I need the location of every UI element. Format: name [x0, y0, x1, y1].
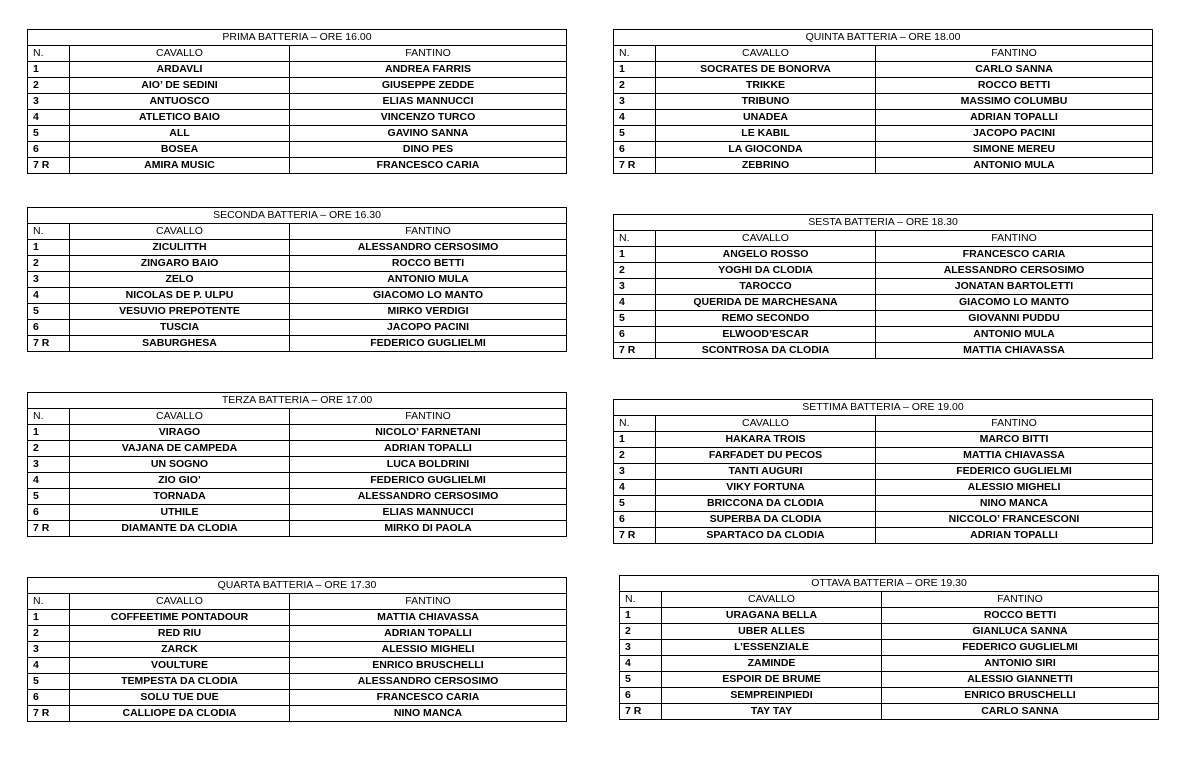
header-number: N. [28, 409, 70, 425]
horse-name: TRIKKE [656, 78, 876, 94]
horse-name: LE KABIL [656, 126, 876, 142]
jockey-name: MATTIA CHIAVASSA [876, 343, 1153, 359]
header-horse: CAVALLO [70, 594, 290, 610]
battery-title-row [614, 400, 1153, 416]
jockey-name: ALESSANDRO CERSOSIMO [290, 489, 567, 505]
table-row [614, 295, 1153, 311]
horse-name: ARDAVLI [70, 62, 290, 78]
row-number: 5 [614, 126, 656, 142]
header-jockey: FANTINO [876, 231, 1153, 247]
table-row [614, 327, 1153, 343]
row-number: 5 [28, 489, 70, 505]
table-row [28, 521, 567, 537]
table-row [28, 441, 567, 457]
table-row [614, 528, 1153, 544]
horse-name: HAKARA TROIS [656, 432, 876, 448]
jockey-name: FEDERICO GUGLIELMI [882, 640, 1159, 656]
horse-name: L’ESSENZIALE [662, 640, 882, 656]
jockey-name: ANTONIO MULA [876, 327, 1153, 343]
table-row [28, 288, 567, 304]
battery-title-row [620, 576, 1159, 592]
battery-title: PRIMA BATTERIA – ORE 16.00 [28, 30, 567, 46]
row-number: 7 R [28, 706, 70, 722]
battery-title: OTTAVA BATTERIA – ORE 19.30 [620, 576, 1159, 592]
row-number: 7 R [614, 343, 656, 359]
horse-name: UBER ALLES [662, 624, 882, 640]
table-row [614, 496, 1153, 512]
table-row [620, 672, 1159, 688]
table-row [614, 279, 1153, 295]
jockey-name: ANDREA FARRIS [290, 62, 567, 78]
jockey-name: GIACOMO LO MANTO [876, 295, 1153, 311]
jockey-name: ALESSANDRO CERSOSIMO [290, 674, 567, 690]
header-jockey: FANTINO [290, 594, 567, 610]
jockey-name: MIRKO VERDIGI [290, 304, 567, 320]
row-number: 1 [620, 608, 662, 624]
row-number: 4 [28, 473, 70, 489]
table-row [620, 624, 1159, 640]
table-row [614, 110, 1153, 126]
table-row [28, 158, 567, 174]
row-number: 5 [620, 672, 662, 688]
horse-name: CALLIOPE DA CLODIA [70, 706, 290, 722]
horse-name: ZARCK [70, 642, 290, 658]
jockey-name: ALESSIO MIGHELI [876, 480, 1153, 496]
header-horse: CAVALLO [656, 416, 876, 432]
row-number: 2 [620, 624, 662, 640]
row-number: 5 [614, 311, 656, 327]
battery-table-5 [613, 29, 1153, 174]
header-jockey: FANTINO [290, 224, 567, 240]
horse-name: FARFADET DU PECOS [656, 448, 876, 464]
horse-name: ZEBRINO [656, 158, 876, 174]
horse-name: VIRAGO [70, 425, 290, 441]
table-row [28, 642, 567, 658]
jockey-name: ENRICO BRUSCHELLI [290, 658, 567, 674]
table-row [28, 240, 567, 256]
row-number: 7 R [28, 336, 70, 352]
jockey-name: ALESSIO MIGHELI [290, 642, 567, 658]
row-number: 1 [28, 610, 70, 626]
row-number: 6 [28, 320, 70, 336]
jockey-name: ADRIAN TOPALLI [876, 528, 1153, 544]
jockey-name: ADRIAN TOPALLI [290, 441, 567, 457]
battery-title-row [28, 578, 567, 594]
jockey-name: NINO MANCA [290, 706, 567, 722]
row-number: 5 [28, 674, 70, 690]
horse-name: QUERIDA DE MARCHESANA [656, 295, 876, 311]
jockey-name: JACOPO PACINI [876, 126, 1153, 142]
horse-name: TEMPESTA DA CLODIA [70, 674, 290, 690]
horse-name: TAROCCO [656, 279, 876, 295]
battery-title: QUINTA BATTERIA – ORE 18.00 [614, 30, 1153, 46]
horse-name: BOSEA [70, 142, 290, 158]
header-horse: CAVALLO [70, 46, 290, 62]
horse-name: VIKY FORTUNA [656, 480, 876, 496]
horse-name: SUPERBA DA CLODIA [656, 512, 876, 528]
jockey-name: JACOPO PACINI [290, 320, 567, 336]
header-number: N. [614, 416, 656, 432]
table-row [620, 608, 1159, 624]
jockey-name: FEDERICO GUGLIELMI [290, 473, 567, 489]
column-header-row [614, 231, 1153, 247]
battery-title-row [614, 30, 1153, 46]
header-number: N. [614, 231, 656, 247]
table-row [614, 126, 1153, 142]
jockey-name: ROCCO BETTI [882, 608, 1159, 624]
horse-name: ANTUOSCO [70, 94, 290, 110]
jockey-name: ROCCO BETTI [876, 78, 1153, 94]
horse-name: UN SOGNO [70, 457, 290, 473]
header-jockey: FANTINO [882, 592, 1159, 608]
row-number: 4 [620, 656, 662, 672]
horse-name: VESUVIO PREPOTENTE [70, 304, 290, 320]
column-header-row [28, 409, 567, 425]
row-number: 6 [614, 512, 656, 528]
horse-name: SEMPREINPIEDI [662, 688, 882, 704]
table-row [614, 142, 1153, 158]
horse-name: SPARTACO DA CLODIA [656, 528, 876, 544]
jockey-name: GIANLUCA SANNA [882, 624, 1159, 640]
horse-name: ZELO [70, 272, 290, 288]
jockey-name: ANTONIO MULA [290, 272, 567, 288]
horse-name: ANGELO ROSSO [656, 247, 876, 263]
jockey-name: MASSIMO COLUMBU [876, 94, 1153, 110]
row-number: 6 [28, 142, 70, 158]
row-number: 4 [28, 658, 70, 674]
table-row [28, 78, 567, 94]
table-row [614, 311, 1153, 327]
battery-table-4 [27, 577, 567, 722]
table-row [28, 256, 567, 272]
horse-name: SCONTROSA DA CLODIA [656, 343, 876, 359]
row-number: 3 [614, 464, 656, 480]
header-jockey: FANTINO [876, 416, 1153, 432]
row-number: 2 [28, 441, 70, 457]
table-row [614, 158, 1153, 174]
row-number: 1 [614, 62, 656, 78]
horse-name: SOLU TUE DUE [70, 690, 290, 706]
horse-name: ATLETICO BAIO [70, 110, 290, 126]
header-jockey: FANTINO [290, 46, 567, 62]
column-header-row [28, 46, 567, 62]
jockey-name: CARLO SANNA [882, 704, 1159, 720]
jockey-name: FRANCESCO CARIA [876, 247, 1153, 263]
battery-title-row [28, 208, 567, 224]
jockey-name: ALESSANDRO CERSOSIMO [876, 263, 1153, 279]
column-header-row [614, 46, 1153, 62]
horse-name: SOCRATES DE BONORVA [656, 62, 876, 78]
row-number: 3 [614, 94, 656, 110]
horse-name: ZAMINDE [662, 656, 882, 672]
header-horse: CAVALLO [70, 409, 290, 425]
table-row [28, 626, 567, 642]
jockey-name: ALESSIO GIANNETTI [882, 672, 1159, 688]
battery-title-row [614, 215, 1153, 231]
jockey-name: LUCA BOLDRINI [290, 457, 567, 473]
table-row [28, 505, 567, 521]
jockey-name: GIACOMO LO MANTO [290, 288, 567, 304]
jockey-name: ADRIAN TOPALLI [290, 626, 567, 642]
jockey-name: FEDERICO GUGLIELMI [290, 336, 567, 352]
horse-name: AIO’ DE SEDINI [70, 78, 290, 94]
table-row [28, 610, 567, 626]
horse-name: TANTI AUGURI [656, 464, 876, 480]
row-number: 3 [28, 642, 70, 658]
battery-title: SESTA BATTERIA – ORE 18.30 [614, 215, 1153, 231]
row-number: 4 [614, 480, 656, 496]
horse-name: ESPOIR DE BRUME [662, 672, 882, 688]
horse-name: YOGHI DA CLODIA [656, 263, 876, 279]
horse-name: BRICCONA DA CLODIA [656, 496, 876, 512]
table-row [614, 432, 1153, 448]
table-row [28, 489, 567, 505]
header-horse: CAVALLO [656, 46, 876, 62]
table-row [28, 706, 567, 722]
horse-name: ELWOOD’ESCAR [656, 327, 876, 343]
row-number: 3 [620, 640, 662, 656]
header-number: N. [28, 224, 70, 240]
row-number: 2 [614, 78, 656, 94]
horse-name: TRIBUNO [656, 94, 876, 110]
column-header-row [28, 224, 567, 240]
table-row [620, 688, 1159, 704]
table-row [28, 658, 567, 674]
horse-name: SABURGHESA [70, 336, 290, 352]
table-row [28, 62, 567, 78]
row-number: 7 R [28, 521, 70, 537]
jockey-name: CARLO SANNA [876, 62, 1153, 78]
horse-name: TUSCIA [70, 320, 290, 336]
row-number: 4 [28, 110, 70, 126]
row-number: 6 [620, 688, 662, 704]
battery-table-6 [613, 214, 1153, 359]
header-horse: CAVALLO [70, 224, 290, 240]
table-row [28, 126, 567, 142]
jockey-name: MIRKO DI PAOLA [290, 521, 567, 537]
row-number: 6 [614, 142, 656, 158]
battery-table-8 [619, 575, 1159, 720]
jockey-name: ALESSANDRO CERSOSIMO [290, 240, 567, 256]
jockey-name: GIUSEPPE ZEDDE [290, 78, 567, 94]
header-jockey: FANTINO [876, 46, 1153, 62]
horse-name: TORNADA [70, 489, 290, 505]
jockey-name: FEDERICO GUGLIELMI [876, 464, 1153, 480]
table-row [614, 247, 1153, 263]
row-number: 1 [28, 240, 70, 256]
row-number: 5 [28, 304, 70, 320]
battery-title-row [28, 30, 567, 46]
row-number: 6 [614, 327, 656, 343]
jockey-name: ENRICO BRUSCHELLI [882, 688, 1159, 704]
row-number: 7 R [620, 704, 662, 720]
row-number: 2 [28, 256, 70, 272]
column-header-row [614, 416, 1153, 432]
battery-title: SECONDA BATTERIA – ORE 16.30 [28, 208, 567, 224]
horse-name: UNADEA [656, 110, 876, 126]
table-row [28, 304, 567, 320]
table-row [28, 690, 567, 706]
row-number: 2 [28, 78, 70, 94]
row-number: 7 R [614, 528, 656, 544]
horse-name: AMIRA MUSIC [70, 158, 290, 174]
header-number: N. [620, 592, 662, 608]
row-number: 3 [28, 272, 70, 288]
table-row [28, 674, 567, 690]
row-number: 3 [614, 279, 656, 295]
row-number: 7 R [28, 158, 70, 174]
horse-name: COFFEETIME PONTADOUR [70, 610, 290, 626]
battery-title: TERZA BATTERIA – ORE 17.00 [28, 393, 567, 409]
header-horse: CAVALLO [662, 592, 882, 608]
row-number: 7 R [614, 158, 656, 174]
horse-name: TAY TAY [662, 704, 882, 720]
jockey-name: MATTIA CHIAVASSA [876, 448, 1153, 464]
row-number: 4 [614, 110, 656, 126]
table-row [614, 263, 1153, 279]
column-header-row [620, 592, 1159, 608]
table-row [28, 94, 567, 110]
horse-name: ZICULITTH [70, 240, 290, 256]
row-number: 1 [28, 425, 70, 441]
battery-table-7 [613, 399, 1153, 544]
table-row [614, 480, 1153, 496]
table-row [28, 320, 567, 336]
table-row [620, 656, 1159, 672]
row-number: 2 [28, 626, 70, 642]
jockey-name: DINO PES [290, 142, 567, 158]
battery-title-row [28, 393, 567, 409]
battery-table-1 [27, 29, 567, 174]
row-number: 3 [28, 94, 70, 110]
table-row [620, 640, 1159, 656]
horse-name: ZIO GIO’ [70, 473, 290, 489]
jockey-name: FRANCESCO CARIA [290, 158, 567, 174]
horse-name: LA GIOCONDA [656, 142, 876, 158]
header-jockey: FANTINO [290, 409, 567, 425]
row-number: 6 [28, 690, 70, 706]
table-row [614, 94, 1153, 110]
horse-name: UTHILE [70, 505, 290, 521]
table-row [614, 512, 1153, 528]
column-header-row [28, 594, 567, 610]
jockey-name: NICCOLO’ FRANCESCONI [876, 512, 1153, 528]
table-row [28, 473, 567, 489]
horse-name: ZINGARO BAIO [70, 256, 290, 272]
table-row [28, 272, 567, 288]
header-number: N. [28, 46, 70, 62]
row-number: 5 [614, 496, 656, 512]
jockey-name: SIMONE MEREU [876, 142, 1153, 158]
header-number: N. [614, 46, 656, 62]
row-number: 2 [614, 263, 656, 279]
jockey-name: MARCO BITTI [876, 432, 1153, 448]
horse-name: RED RIU [70, 626, 290, 642]
table-row [614, 448, 1153, 464]
battery-title: SETTIMA BATTERIA – ORE 19.00 [614, 400, 1153, 416]
jockey-name: ANTONIO MULA [876, 158, 1153, 174]
row-number: 4 [614, 295, 656, 311]
header-horse: CAVALLO [656, 231, 876, 247]
horse-name: ALL [70, 126, 290, 142]
table-row [620, 704, 1159, 720]
horse-name: REMO SECONDO [656, 311, 876, 327]
jockey-name: ADRIAN TOPALLI [876, 110, 1153, 126]
jockey-name: NICOLO’ FARNETANI [290, 425, 567, 441]
row-number: 3 [28, 457, 70, 473]
header-number: N. [28, 594, 70, 610]
horse-name: DIAMANTE DA CLODIA [70, 521, 290, 537]
row-number: 1 [28, 62, 70, 78]
row-number: 4 [28, 288, 70, 304]
horse-name: NICOLAS DE P. ULPU [70, 288, 290, 304]
row-number: 1 [614, 247, 656, 263]
jockey-name: FRANCESCO CARIA [290, 690, 567, 706]
battery-table-3 [27, 392, 567, 537]
jockey-name: NINO MANCA [876, 496, 1153, 512]
row-number: 6 [28, 505, 70, 521]
table-row [28, 110, 567, 126]
jockey-name: ELIAS MANNUCCI [290, 505, 567, 521]
battery-title: QUARTA BATTERIA – ORE 17.30 [28, 578, 567, 594]
row-number: 5 [28, 126, 70, 142]
table-row [28, 457, 567, 473]
jockey-name: ELIAS MANNUCCI [290, 94, 567, 110]
table-row [28, 336, 567, 352]
table-row [28, 142, 567, 158]
horse-name: VOULTURE [70, 658, 290, 674]
table-row [614, 464, 1153, 480]
jockey-name: GIOVANNI PUDDU [876, 311, 1153, 327]
row-number: 1 [614, 432, 656, 448]
horse-name: VAJANA DE CAMPEDA [70, 441, 290, 457]
table-row [28, 425, 567, 441]
jockey-name: ROCCO BETTI [290, 256, 567, 272]
table-row [614, 62, 1153, 78]
jockey-name: MATTIA CHIAVASSA [290, 610, 567, 626]
table-row [614, 78, 1153, 94]
row-number: 2 [614, 448, 656, 464]
jockey-name: VINCENZO TURCO [290, 110, 567, 126]
jockey-name: JONATAN BARTOLETTI [876, 279, 1153, 295]
jockey-name: GAVINO SANNA [290, 126, 567, 142]
jockey-name: ANTONIO SIRI [882, 656, 1159, 672]
table-row [614, 343, 1153, 359]
horse-name: URAGANA BELLA [662, 608, 882, 624]
battery-table-2 [27, 207, 567, 352]
